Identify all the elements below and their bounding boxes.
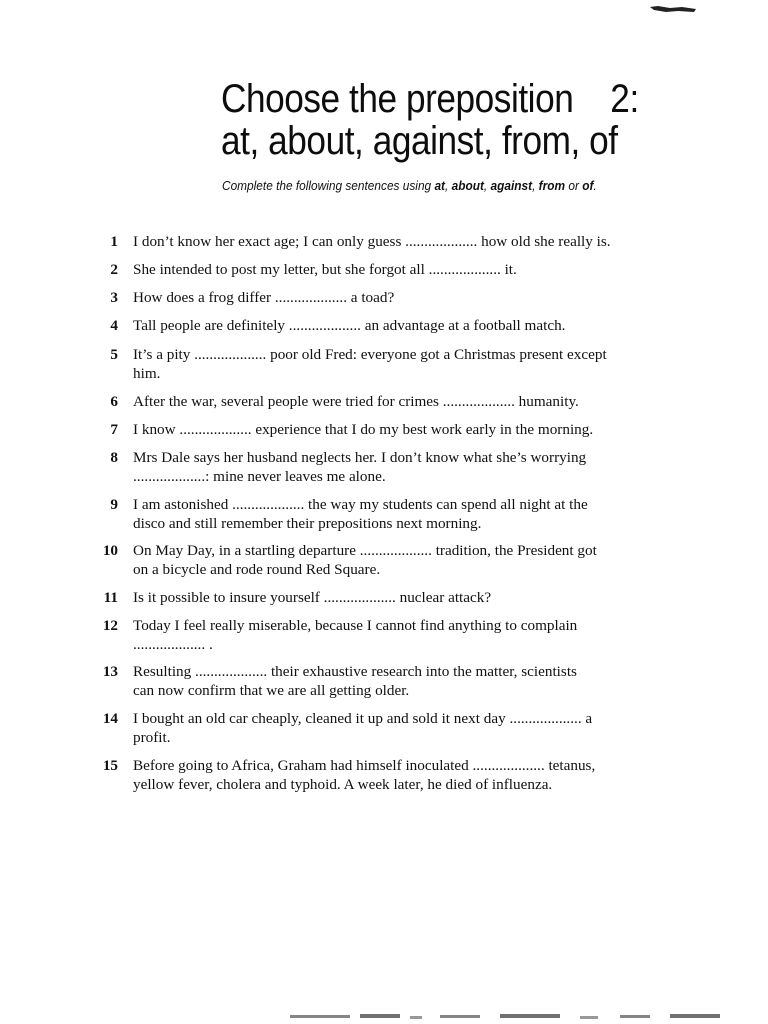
title-text: Choose the preposition: [221, 77, 574, 121]
exercise-number: 5: [110, 346, 118, 363]
instructions-separator: .: [593, 178, 597, 193]
exercise-sentence: [133, 233, 708, 252]
exercise-sentence: [133, 617, 708, 654]
exercise-sentence: [133, 757, 708, 794]
exercise-number: 3: [110, 289, 118, 306]
exercise-number: 4: [110, 317, 118, 334]
instructions-word: of: [582, 178, 594, 193]
exercise-number: 9: [110, 496, 118, 513]
instructions-separator: or: [565, 178, 583, 193]
instructions-word: at: [434, 178, 446, 193]
exercise-line: I know ................... experience that I do my best work early in the morning.: [133, 421, 594, 438]
instructions: [222, 177, 690, 195]
exercise-line: I bought an old car cheaply, cleaned it up and sold it next day ................... a: [133, 710, 593, 727]
exercise-sentence: [133, 346, 708, 383]
exercise-line: ...................: mine never leaves me alone.: [133, 467, 386, 485]
exercise-line: Tall people are definitely ................... an advantage at a football match.: [133, 317, 566, 334]
exercise-sentence: [133, 710, 708, 747]
title-prepositions: at, about, against, from, of: [221, 119, 618, 163]
exercise-number: 14: [102, 710, 118, 727]
exercise-number: 7: [110, 421, 118, 438]
instructions-separator: ,: [483, 178, 491, 193]
exercise-sentence: [133, 289, 708, 308]
exercise-line: him.: [133, 364, 161, 382]
scan-artifact-mark: [648, 4, 698, 14]
exercise-number: 10: [102, 542, 118, 559]
exercise-sentence: [133, 261, 708, 280]
exercise-number: 15: [102, 757, 118, 774]
exercise-number: 11: [103, 589, 118, 606]
exercise-line: After the war, several people were tried for crimes ................... humanity.: [133, 393, 579, 410]
exercise-line: on a bicycle and rode round Red Square.: [133, 560, 381, 578]
exercise-sentence: [133, 449, 708, 486]
exercise-sentence: [133, 589, 708, 608]
instructions-word: from: [538, 178, 566, 193]
exercise-line: I don’t know her exact age; I can only guess ................... how old she really is.: [133, 233, 611, 250]
exercise-number: 1: [110, 233, 118, 250]
instructions-word: against: [490, 178, 533, 193]
exercise-line: can now confirm that we are all getting older.: [133, 681, 410, 699]
exercise-line: ................... .: [133, 635, 213, 653]
exercise-number: 13: [102, 663, 118, 680]
exercise-line: Is it possible to insure yourself ................... nuclear attack?: [133, 589, 492, 606]
exercise-sentence: [133, 317, 708, 336]
exercise-line: yellow fever, cholera and typhoid. A week later, he died of influenza.: [133, 775, 553, 793]
exercise-line: Resulting ................... their exhaustive research into the matter, scientists: [133, 663, 577, 680]
exercise-number: 2: [110, 261, 118, 278]
exercise-line: disco and still remember their prepositions next morning.: [133, 514, 482, 532]
exercise-line: It’s a pity ................... poor old Fred: everyone got a Christmas present except: [133, 346, 607, 363]
instructions-separator: ,: [445, 178, 452, 193]
exercise-line: She intended to post my letter, but she forgot all ................... it.: [133, 261, 517, 278]
title-number: 2:: [610, 77, 639, 121]
exercise-number: 8: [110, 449, 118, 466]
exercise-number: 12: [102, 617, 118, 634]
exercise-line: Today I feel really miserable, because I cannot find anything to complain: [133, 617, 578, 634]
exercise-line: How does a frog differ ................... a toad?: [133, 289, 395, 306]
exercise-sentence: [133, 663, 708, 700]
exercise-sentence: [133, 421, 708, 440]
exercise-sentence: [133, 542, 708, 579]
exercise-number: 6: [110, 393, 118, 410]
page-title: [221, 78, 661, 162]
instructions-separator: ,: [532, 178, 539, 193]
exercise-sentence: [133, 393, 708, 412]
instructions-word: about: [451, 178, 484, 193]
exercise-sentence: [133, 496, 708, 533]
instructions-text: Complete the following sentences using: [222, 178, 435, 193]
exercise-line: Mrs Dale says her husband neglects her. I don’t know what she’s worrying: [133, 449, 587, 466]
scan-artifact-marks: [260, 1012, 740, 1022]
exercise-line: I am astonished ................... the way my students can spend all night at the: [133, 496, 588, 513]
exercise-line: On May Day, in a startling departure ................... tradition, the President got: [133, 542, 597, 559]
exercise-line: Before going to Africa, Graham had himself inoculated ................... tetanus,: [133, 757, 596, 774]
exercise-line: profit.: [133, 728, 171, 746]
